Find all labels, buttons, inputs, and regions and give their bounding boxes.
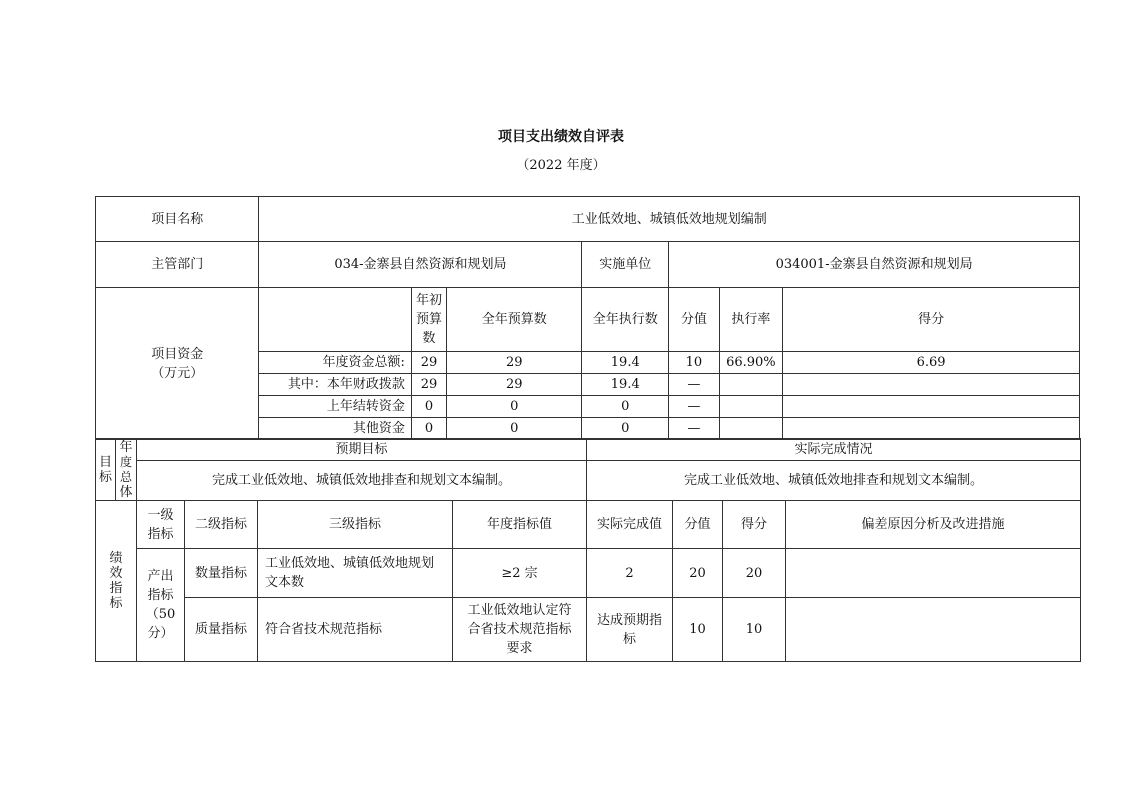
funds-row-exec: 19.4	[582, 374, 669, 396]
level1-header-l1: 一级	[147, 507, 174, 523]
indicator-annual-value-l3: 要求	[506, 641, 533, 656]
funds-row-value: 10	[669, 352, 719, 374]
department-row	[96, 242, 1080, 288]
output-indicator-label-l3: （50	[145, 607, 176, 622]
expected-goal-text: 完成工业低效地、城镇低效地排查和规划文本编制。	[137, 461, 587, 501]
funds-row-annual: 29	[447, 352, 582, 374]
indicator-level3	[258, 549, 453, 598]
expected-goal-header: 预期目标	[137, 439, 587, 461]
annual-value-header: 年度指标值	[453, 501, 587, 549]
funds-header-row	[96, 288, 1080, 352]
indicator-level3-l2: 文本数	[265, 575, 305, 590]
funds-row-annual: 0	[447, 418, 582, 440]
exec-rate-header: 执行率	[719, 288, 783, 352]
indicator-actual-value: 2	[587, 549, 673, 598]
initial-budget-header-l3: 数	[422, 331, 436, 346]
funds-label-line2: （万元）	[151, 365, 204, 381]
funds-row-initial: 29	[411, 374, 446, 396]
funds-row-exec: 19.4	[582, 352, 669, 374]
output-indicator-label-l1: 产出	[147, 569, 174, 584]
level2-header: 二级指标	[185, 501, 258, 549]
score-value-header: 分值	[669, 288, 719, 352]
funds-row-value: —	[669, 396, 719, 418]
indicator-annual-value: ≥2 宗	[453, 549, 587, 598]
indicator-annual-value-l2: 合省技术规范指标	[467, 622, 572, 637]
indicator-score: 20	[723, 549, 786, 598]
indicator-actual-value-l1: 达成预期指	[597, 612, 663, 628]
indicators-label-l1: 绩	[109, 551, 123, 566]
page-title: 项目支出绩效自评表	[498, 129, 624, 145]
goals-indicators-table	[95, 438, 1081, 662]
indicator-annual-value-l1: 工业低效地认定符	[467, 603, 572, 618]
indicators-label	[96, 501, 137, 662]
indicator-actual-value-l2: 标	[623, 631, 637, 647]
actual-goal-header: 实际完成情况	[587, 439, 1081, 461]
indicator-level2: 数量指标	[185, 549, 258, 598]
output-indicator-label	[137, 549, 185, 662]
self-evaluation-table	[95, 196, 1080, 440]
level3-header: 三级指标	[258, 501, 453, 549]
funds-row-label: 其中：本年财政拨款	[259, 374, 411, 396]
funds-row-annual: 29	[447, 374, 582, 396]
indicator-score-value: 20	[673, 549, 723, 598]
indicator-level3: 符合省技术规范指标	[258, 598, 453, 662]
funds-row-rate	[719, 374, 783, 396]
initial-budget-header	[411, 288, 446, 352]
funds-row-score	[783, 374, 1080, 396]
funds-row-value: —	[669, 418, 719, 440]
indicators-header-row	[96, 501, 1081, 549]
indicator-score-header: 得分	[723, 501, 786, 549]
funds-row-rate	[719, 418, 783, 440]
indicators-label-l4: 标	[109, 596, 123, 611]
actual-value-header: 实际完成值	[587, 501, 673, 549]
funds-row-value: —	[669, 374, 719, 396]
indicator-actual-value	[587, 598, 673, 662]
annual-exec-header: 全年执行数	[582, 288, 669, 352]
indicator-analysis	[786, 549, 1081, 598]
analysis-header: 偏差原因分析及改进措施	[786, 501, 1081, 549]
project-name-value: 工业低效地、城镇低效地规划编制	[259, 197, 1080, 242]
funds-row-score	[783, 396, 1080, 418]
funds-row-initial: 0	[411, 396, 446, 418]
level1-header	[137, 501, 185, 549]
funds-row-rate: 66.90%	[719, 352, 783, 374]
unit-label: 实施单位	[582, 242, 669, 288]
indicator-score: 10	[723, 598, 786, 662]
goals-inner-label-l1: 年	[119, 439, 133, 455]
goals-outer-label-l1: 目	[98, 454, 112, 470]
actual-goal-text: 完成工业低效地、城镇低效地排查和规划文本编制。	[587, 461, 1081, 501]
indicator-score-value-header: 分值	[673, 501, 723, 549]
funds-label-line1: 项目资金	[151, 346, 204, 362]
level1-header-l2: 指标	[147, 526, 174, 542]
goals-outer-label-l2: 标	[98, 469, 112, 485]
department-label: 主管部门	[96, 242, 259, 288]
score-header: 得分	[783, 288, 1080, 352]
funds-row-initial: 0	[411, 418, 446, 440]
project-name-row	[96, 197, 1080, 242]
project-name-label: 项目名称	[96, 197, 259, 242]
indicator-annual-value	[453, 598, 587, 662]
indicator-level3-l1: 工业低效地、城镇低效地规划	[265, 556, 435, 571]
indicators-label-l2: 效	[109, 566, 123, 581]
indicators-label-l3: 指	[109, 581, 123, 596]
output-indicator-label-l4: 分）	[147, 626, 174, 641]
page-subtitle: （2022 年度）	[516, 158, 606, 173]
initial-budget-header-l1: 年初	[415, 293, 442, 308]
funds-row-label: 年度资金总额:	[259, 352, 411, 374]
funds-row-score: 6.69	[783, 352, 1080, 374]
department-value: 034-金寨县自然资源和规划局	[259, 242, 582, 288]
goals-inner-label-l3: 体	[119, 484, 133, 500]
annual-budget-header: 全年预算数	[447, 288, 582, 352]
goals-outer-label	[96, 439, 116, 501]
indicator-row	[96, 598, 1081, 662]
initial-budget-header-l2: 预算	[415, 312, 442, 327]
funds-row-rate	[719, 396, 783, 418]
funds-row-label: 其他资金	[259, 418, 411, 440]
unit-value: 034001-金寨县自然资源和规划局	[669, 242, 1080, 288]
goals-header-row	[96, 439, 1081, 461]
funds-label	[96, 288, 259, 440]
funds-header-blank	[259, 288, 411, 352]
funds-row-score	[783, 418, 1080, 440]
funds-row-initial: 29	[411, 352, 446, 374]
funds-row-label: 上年结转资金	[259, 396, 411, 418]
funds-row-exec: 0	[582, 396, 669, 418]
indicator-row	[96, 549, 1081, 598]
goals-inner-label	[116, 439, 137, 501]
indicator-score-value: 10	[673, 598, 723, 662]
indicator-analysis	[786, 598, 1081, 662]
goals-content-row	[96, 461, 1081, 501]
indicator-level2: 质量指标	[185, 598, 258, 662]
funds-row-annual: 0	[447, 396, 582, 418]
funds-row-exec: 0	[582, 418, 669, 440]
output-indicator-label-l2: 指标	[147, 588, 174, 603]
goals-inner-label-l2: 度总	[119, 454, 132, 484]
